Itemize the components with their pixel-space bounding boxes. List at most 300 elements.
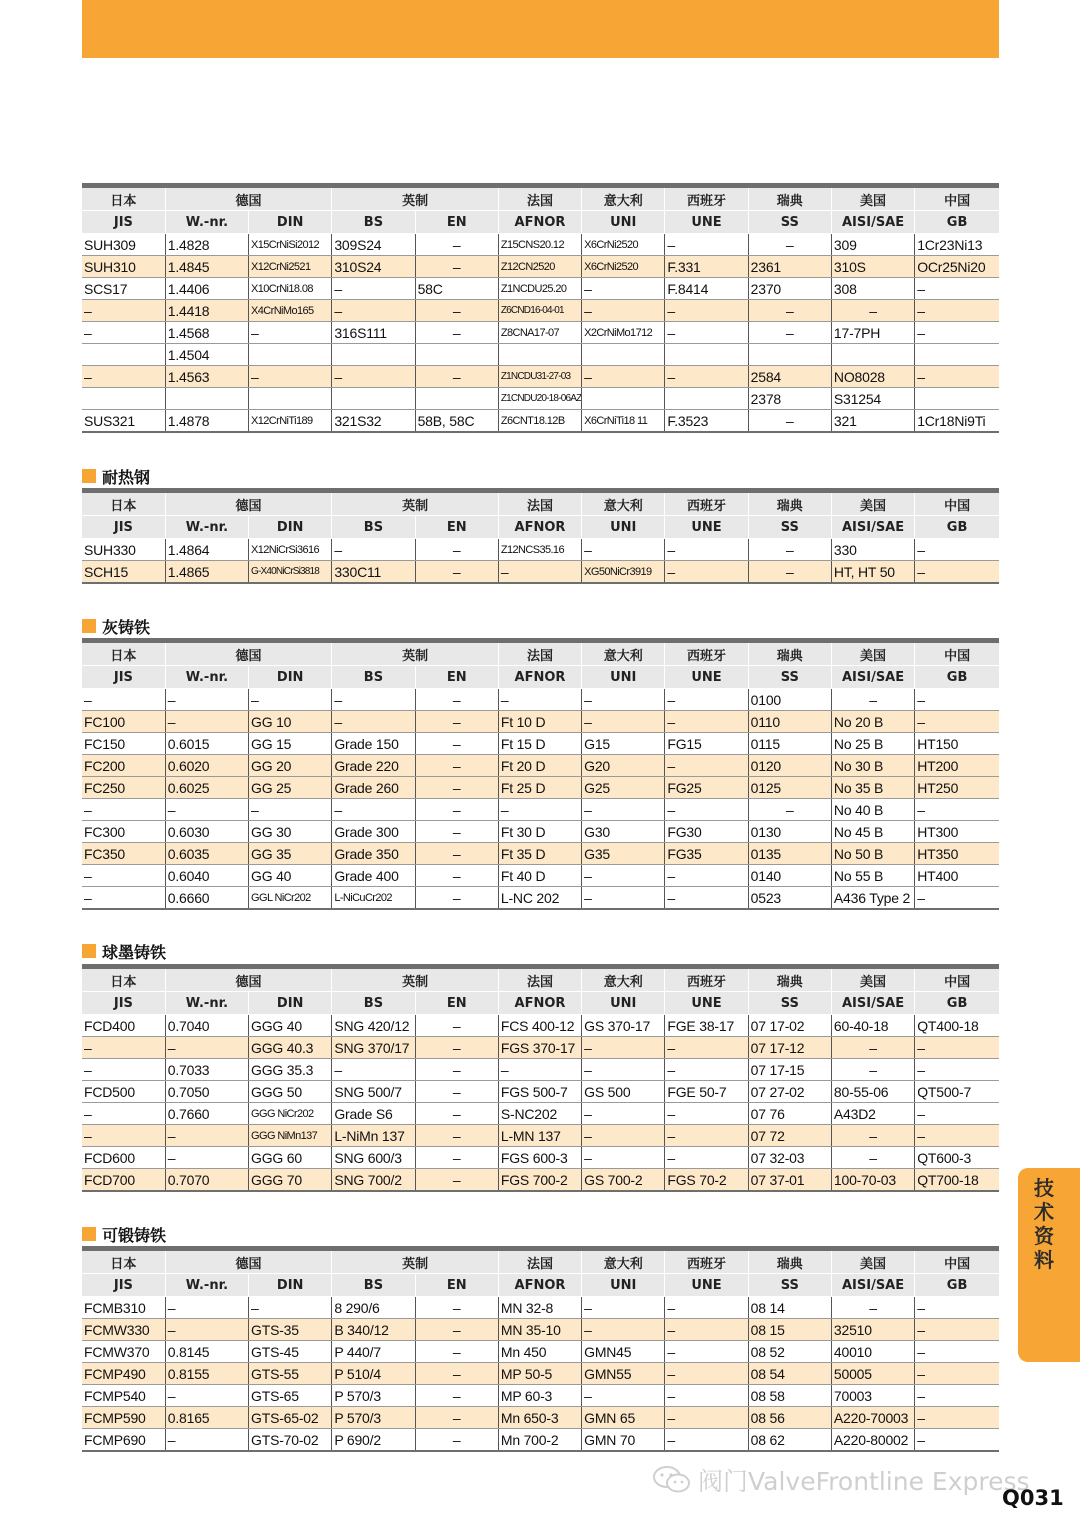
table-cell: – [165,1385,248,1407]
table-cell: – [915,1125,999,1147]
table-cell: Ft 40 D [498,865,581,887]
table-cell: GGG 40.3 [249,1037,332,1059]
table-cell: – [415,322,498,344]
table-cell: – [498,689,581,711]
header-standard: GB [915,1274,999,1297]
table-cell [249,344,332,366]
header-standard: UNI [582,992,665,1015]
header-country: 中国 [915,641,999,666]
header-country: 美国 [831,1249,914,1274]
table-cell: – [415,821,498,843]
table-cell: – [582,1147,665,1169]
table-cell: HT300 [915,821,999,843]
table-cell: F.331 [665,256,748,278]
table-cell: FCMP590 [82,1407,165,1429]
table-cell: No 30 B [831,755,914,777]
table-cell: – [582,1385,665,1407]
header-standard: DIN [249,666,332,689]
table-cell: GG 25 [249,777,332,799]
table-cell: 2361 [748,256,831,278]
table-cell: G35 [582,843,665,865]
table-cell: – [415,1169,498,1192]
table-cell: – [415,843,498,865]
table-cell: – [82,300,165,322]
table-cell: – [915,799,999,821]
header-standard: UNE [665,666,748,689]
table-cell: – [665,865,748,887]
table-cell: GG 40 [249,865,332,887]
table-cell: – [415,689,498,711]
header-standard: GB [915,992,999,1015]
header-country: 德国 [165,491,332,516]
section-title-text: 耐热钢 [102,467,151,487]
table-cell: – [415,1363,498,1385]
table-cell: – [332,689,415,711]
table-cell: Z12CN2520 [498,256,581,278]
table-row [82,322,999,344]
table-cell: – [665,1319,748,1341]
table-row [82,1341,999,1363]
table-cell: – [165,711,248,733]
table-cell: 0110 [748,711,831,733]
table-cell: 70003 [831,1385,914,1407]
table-cell: 1.4418 [165,300,248,322]
table-cell: – [415,234,498,256]
header-country: 德国 [165,1249,332,1274]
table-cell: – [831,300,914,322]
table-cell: FCD500 [82,1081,165,1103]
table-cell: 07 27-02 [748,1081,831,1103]
table-row [82,799,999,821]
table-cell: Grade 150 [332,733,415,755]
table-cell: – [665,366,748,388]
table-cell: FG35 [665,843,748,865]
table-cell: P 570/3 [332,1407,415,1429]
table-cell: – [665,689,748,711]
table-cell: 32510 [831,1319,914,1341]
table-row [82,1125,999,1147]
table-cell: 0.7660 [165,1103,248,1125]
comparison-table [82,638,999,910]
table-cell: 316S111 [332,322,415,344]
table-cell: 309S24 [332,234,415,256]
table-cell: GGG 60 [249,1147,332,1169]
table-cell: SNG 370/17 [332,1037,415,1059]
table-cell: – [582,1059,665,1081]
table-cell: L-NC 202 [498,887,581,910]
header-standard: EN [415,516,498,539]
table-cell: MN 35-10 [498,1319,581,1341]
table-cell: MP 60-3 [498,1385,581,1407]
table-cell: 321S32 [332,410,415,433]
table-cell: – [831,1147,914,1169]
table-cell [415,344,498,366]
table-cell: 08 56 [748,1407,831,1429]
header-country: 英制 [332,491,499,516]
section-title [82,615,150,637]
table-cell: – [165,689,248,711]
table-row [82,1407,999,1429]
header-standard: EN [415,211,498,234]
table-cell: – [665,1147,748,1169]
table-cell: 0120 [748,755,831,777]
table-cell: – [332,799,415,821]
table-cell: – [665,1059,748,1081]
table-cell: – [915,1319,999,1341]
table-cell: 07 37-01 [748,1169,831,1192]
table-cell: FC100 [82,711,165,733]
header-country: 意大利 [582,1249,665,1274]
comparison-table [82,1246,999,1452]
table-row [82,865,999,887]
table-cell: FG15 [665,733,748,755]
table-cell: FCMW330 [82,1319,165,1341]
header-standard: UNI [582,666,665,689]
table-cell: 07 32-03 [748,1147,831,1169]
table-cell: 0.6660 [165,887,248,910]
section-marker-icon [82,1227,96,1241]
table-cell: 08 15 [748,1319,831,1341]
table-cell: FGS 700-2 [498,1169,581,1192]
table-cell: GGG 35.3 [249,1059,332,1081]
table-cell: – [915,1341,999,1363]
table-cell: S-NC202 [498,1103,581,1125]
table-cell: – [915,278,999,300]
table-cell: 330 [831,539,914,561]
header-country: 西班牙 [665,641,748,666]
table-cell: – [165,1429,248,1452]
header-standard: DIN [249,211,332,234]
table-cell: G30 [582,821,665,843]
table-cell: – [665,1407,748,1429]
table-cell: Z8CNA17-07 [498,322,581,344]
table-cell: – [665,539,748,561]
header-country: 意大利 [582,491,665,516]
table-cell: – [665,1385,748,1407]
table-cell: GTS-45 [249,1341,332,1363]
table-cell: GTS-70-02 [249,1429,332,1452]
table-cell: F.8414 [665,278,748,300]
section-marker-icon [82,619,96,633]
table-cell: P 510/4 [332,1363,415,1385]
side-tab-label: 技术资料 [1034,1176,1054,1272]
header-country: 法国 [498,967,581,992]
table-cell: XG50NiCr3919 [582,561,665,584]
table-cell: SNG 700/2 [332,1169,415,1192]
table-cell: 0.7033 [165,1059,248,1081]
table-cell: 1.4828 [165,234,248,256]
table-cell: 100-70-03 [831,1169,914,1192]
table-cell: 40010 [831,1341,914,1363]
table-cell: – [582,300,665,322]
table-cell: – [748,561,831,584]
table-cell: 0.8145 [165,1341,248,1363]
table-cell: 58C [415,278,498,300]
header-country: 意大利 [582,186,665,211]
table-cell: No 20 B [831,711,914,733]
table-cell: OCr25Ni20 [915,256,999,278]
table-cell: GGL NiCr202 [249,887,332,910]
table-cell [498,344,581,366]
table-cell: X4CrNiMo165 [249,300,332,322]
table-row [82,278,999,300]
table-cell: 0.6020 [165,755,248,777]
table-cell: 07 76 [748,1103,831,1125]
header-standard: DIN [249,1274,332,1297]
table-cell: GGG 50 [249,1081,332,1103]
table-cell: QT600-3 [915,1147,999,1169]
table-cell: Ft 15 D [498,733,581,755]
table-cell: Ft 20 D [498,755,581,777]
header-standard: JIS [82,666,165,689]
header-country: 美国 [831,967,914,992]
table-cell: 1Cr23Ni13 [915,234,999,256]
header-country: 瑞典 [748,491,831,516]
table-cell: – [415,539,498,561]
table-cell: – [915,539,999,561]
header-country: 法国 [498,1249,581,1274]
table-cell: A436 Type 2 [831,887,914,910]
table-cell: – [249,799,332,821]
table-cell [332,388,415,410]
table-cell: QT400-18 [915,1015,999,1037]
table-row [82,821,999,843]
table-row [82,1363,999,1385]
table-cell: – [582,278,665,300]
header-country: 中国 [915,1249,999,1274]
header-country: 日本 [82,491,165,516]
table-cell: X6CrNiTi18 11 [582,410,665,433]
table-cell: – [82,799,165,821]
top-orange-banner [82,0,999,58]
table-cell [82,388,165,410]
table-cell: – [665,887,748,910]
table-cell: Mn 700-2 [498,1429,581,1452]
table-cell: – [332,539,415,561]
table-cell: – [665,1341,748,1363]
table-cell: 321 [831,410,914,433]
table-cell: FC350 [82,843,165,865]
table-cell: 07 17-12 [748,1037,831,1059]
table-cell [332,344,415,366]
header-country: 日本 [82,1249,165,1274]
header-standard: BS [332,666,415,689]
table-cell: – [665,1429,748,1452]
header-standard: AFNOR [498,516,581,539]
table-cell: – [915,1103,999,1125]
table-cell: – [915,711,999,733]
table-cell: FCMW370 [82,1341,165,1363]
header-standard: AISI/SAE [831,992,914,1015]
header-standard: SS [748,1274,831,1297]
table-cell: Ft 30 D [498,821,581,843]
table-cell [831,344,914,366]
header-standard: AFNOR [498,211,581,234]
side-tab-technical-data[interactable] [1018,1168,1080,1362]
table-row [82,887,999,910]
table-cell: – [665,1103,748,1125]
header-standard: BS [332,516,415,539]
table-cell: – [415,777,498,799]
table-cell: – [831,1297,914,1319]
table-cell: FCS 400-12 [498,1015,581,1037]
header-country: 法国 [498,641,581,666]
table-cell [249,388,332,410]
table-cell: – [415,1407,498,1429]
table-cell: Z6CND16-04-01 [498,300,581,322]
header-standard: DIN [249,516,332,539]
table-cell: – [748,799,831,821]
table-cell: – [831,1059,914,1081]
header-standard: UNI [582,516,665,539]
table-cell: 0.8165 [165,1407,248,1429]
table-cell: QT700-18 [915,1169,999,1192]
table-cell: – [582,1125,665,1147]
table-cell: FGE 38-17 [665,1015,748,1037]
table-cell: – [415,1037,498,1059]
table-cell: SNG 500/7 [332,1081,415,1103]
table-cell [748,344,831,366]
table-cell [915,388,999,410]
table-cell: GTS-55 [249,1363,332,1385]
header-standard: W.-nr. [165,1274,248,1297]
table-cell: SNG 420/12 [332,1015,415,1037]
table-cell: SUS321 [82,410,165,433]
table-cell: – [415,799,498,821]
table-cell: SCS17 [82,278,165,300]
watermark [652,1462,1030,1498]
table-row [82,539,999,561]
table-cell: – [915,1429,999,1452]
table-cell: – [332,366,415,388]
table-row [82,1015,999,1037]
section-title-text: 灰铸铁 [102,617,151,637]
table-cell: 50005 [831,1363,914,1385]
table-cell: Grade 350 [332,843,415,865]
table-cell: 17-7PH [831,322,914,344]
table-cell: G20 [582,755,665,777]
header-standard: JIS [82,211,165,234]
table-cell: – [165,1037,248,1059]
header-standard: UNE [665,516,748,539]
table-cell: – [915,887,999,910]
table-cell: FCD600 [82,1147,165,1169]
table-cell [82,344,165,366]
table-cell: X6CrNi2520 [582,234,665,256]
table-cell: Z1CNDU20-18-06AZ [498,388,581,410]
header-country: 美国 [831,186,914,211]
table-cell: – [249,366,332,388]
table-cell: 308 [831,278,914,300]
table-cell: 08 58 [748,1385,831,1407]
table-cell: Grade 260 [332,777,415,799]
table-cell: FG25 [665,777,748,799]
table-cell: SCH15 [82,561,165,584]
header-standard: W.-nr. [165,211,248,234]
table-cell: 1Cr18Ni9Ti [915,410,999,433]
table-cell: F.3523 [665,410,748,433]
header-country: 德国 [165,186,332,211]
table-cell: 07 17-15 [748,1059,831,1081]
table-cell: – [582,1103,665,1125]
table-cell: – [582,1319,665,1341]
table-cell: G15 [582,733,665,755]
table-cell: – [665,234,748,256]
table-cell: 08 14 [748,1297,831,1319]
table-cell [665,344,748,366]
table-cell: – [915,1385,999,1407]
header-country: 西班牙 [665,186,748,211]
table-cell: – [332,300,415,322]
table-cell: FCMP490 [82,1363,165,1385]
table-cell: GTS-65 [249,1385,332,1407]
table-cell: – [915,561,999,584]
table-cell: Ft 25 D [498,777,581,799]
table-cell: 1.4865 [165,561,248,584]
table-cell: X10CrNi18.08 [249,278,332,300]
table-cell: – [415,1429,498,1452]
table-cell: FCMP690 [82,1429,165,1452]
table-cell: QT500-7 [915,1081,999,1103]
table-row [82,561,999,584]
header-country: 中国 [915,967,999,992]
table-row [82,410,999,433]
table-cell: – [82,887,165,910]
header-country: 德国 [165,641,332,666]
table-cell: – [665,1037,748,1059]
section-title-text: 球墨铸铁 [102,942,167,962]
table-cell: – [415,711,498,733]
table-cell: Mn 450 [498,1341,581,1363]
table-row [82,1037,999,1059]
table-cell: – [582,887,665,910]
table-cell: – [831,1037,914,1059]
header-country: 瑞典 [748,1249,831,1274]
table-cell: HT, HT 50 [831,561,914,584]
table-cell: 07 17-02 [748,1015,831,1037]
table-cell: No 35 B [831,777,914,799]
table-cell [915,344,999,366]
section-marker-icon [82,469,96,483]
header-standard: UNI [582,1274,665,1297]
table-cell: – [748,300,831,322]
table-cell: MP 50-5 [498,1363,581,1385]
table-cell: Z1NCDU25.20 [498,278,581,300]
comparison-table [82,488,999,584]
table-cell: HT150 [915,733,999,755]
header-standard: DIN [249,992,332,1015]
table-cell: – [415,1147,498,1169]
table-cell: 0.8155 [165,1363,248,1385]
table-cell: GG 30 [249,821,332,843]
header-standard: AFNOR [498,992,581,1015]
table-cell: X12NiCrSi3616 [249,539,332,561]
table-cell: FCD700 [82,1169,165,1192]
table-cell: – [665,799,748,821]
header-country: 意大利 [582,641,665,666]
table-cell: 0100 [748,689,831,711]
table-cell: – [582,865,665,887]
table-cell: No 45 B [831,821,914,843]
table-row [82,733,999,755]
table-cell: Grade S6 [332,1103,415,1125]
table-cell: GMN 65 [582,1407,665,1429]
section-title [82,940,166,962]
table-cell: – [665,1125,748,1147]
table-cell: X12CrNiTi189 [249,410,332,433]
table-cell: – [415,256,498,278]
table-cell: – [665,711,748,733]
